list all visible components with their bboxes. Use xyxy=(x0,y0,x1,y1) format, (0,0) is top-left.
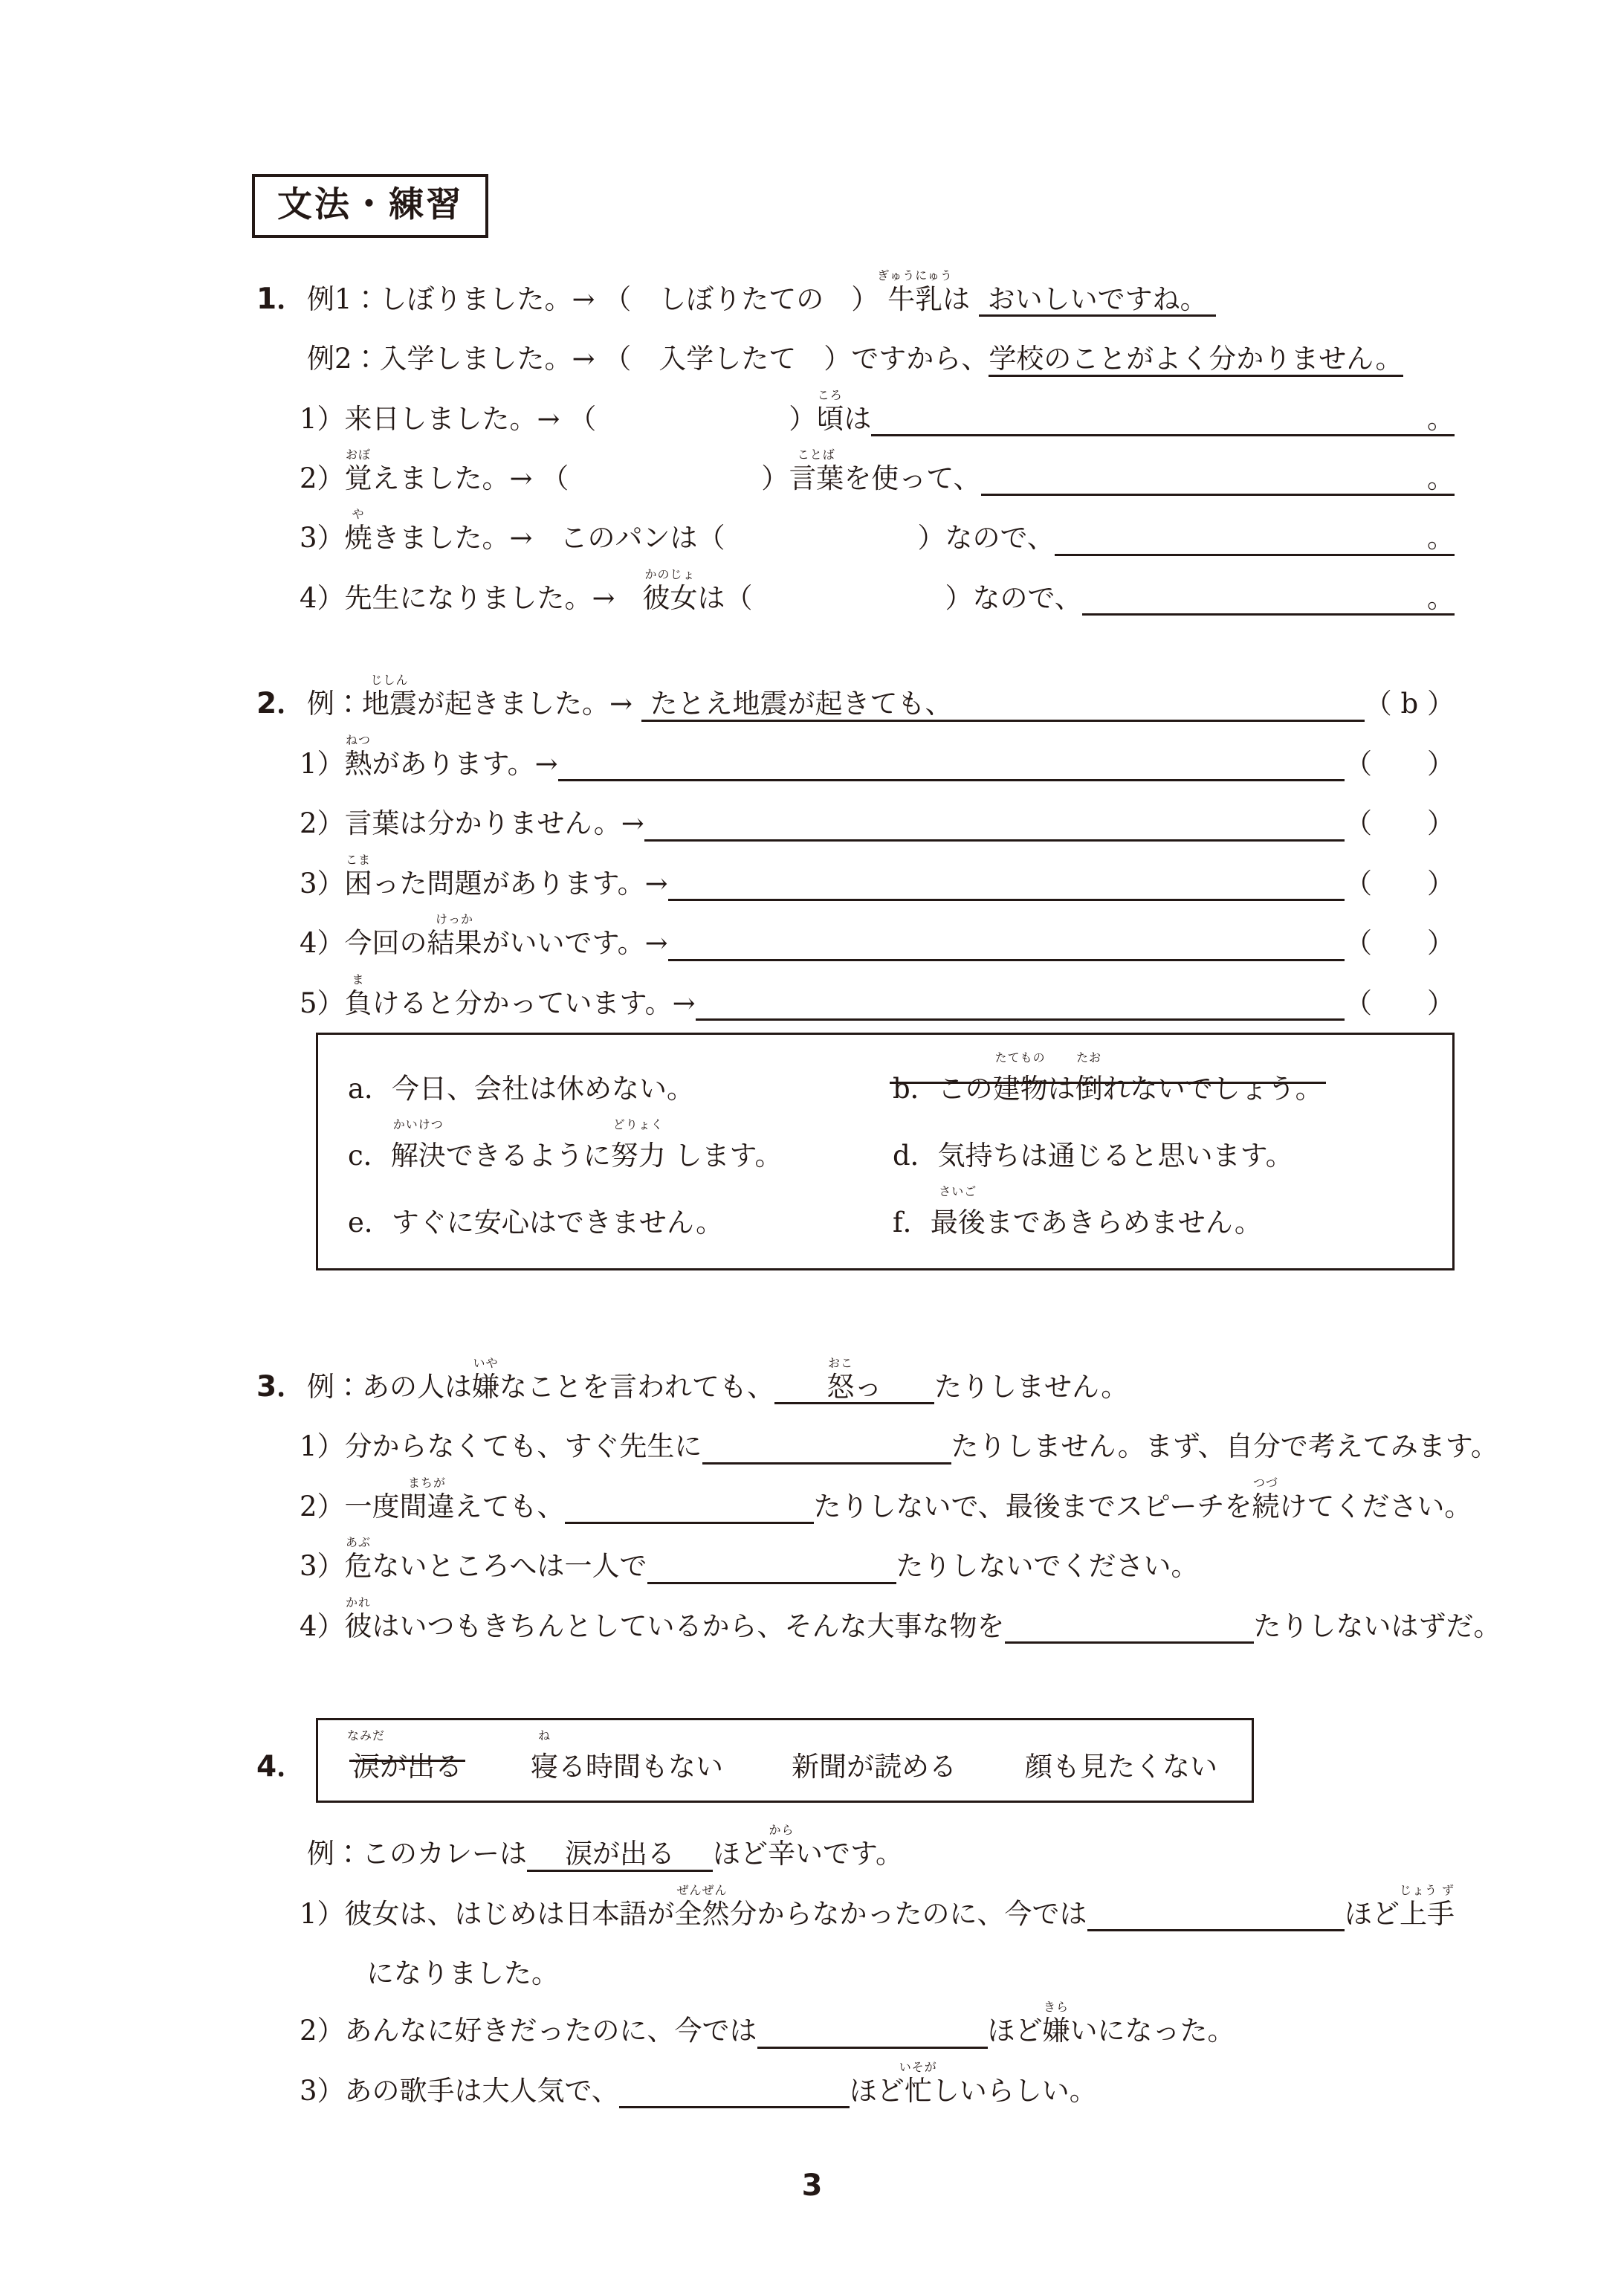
text: 3）あの歌手は大人気で、 xyxy=(300,2074,619,2107)
text: 顔も見たくない xyxy=(1025,1751,1217,1783)
text: 5） xyxy=(300,986,345,1019)
worksheet-title: 文法・練習 xyxy=(277,184,463,225)
worksheet-line xyxy=(300,788,1455,841)
section-2-tatoe-temo xyxy=(256,668,1455,1270)
ruby-text: 嫌 いや xyxy=(472,1355,499,1403)
ruby-text: 覚 おぼ xyxy=(344,448,372,494)
furigana: つづ xyxy=(1252,1475,1278,1490)
underlined-text xyxy=(989,343,1403,376)
ruby-text: 忙 いそが xyxy=(899,2059,937,2107)
worksheet-line xyxy=(300,563,1455,616)
options-box xyxy=(316,1718,1254,1803)
text: 分からなかったのに、今では xyxy=(729,1897,1087,1930)
ruby-text: 建物 たてもの xyxy=(992,1050,1048,1105)
ruby-text: 頃 ころ xyxy=(816,387,844,435)
text: ほど xyxy=(987,2015,1043,2047)
section-number: 2． xyxy=(256,687,306,721)
section-number: 3． xyxy=(256,1369,306,1404)
worksheet-line xyxy=(300,729,1455,781)
text: 4） xyxy=(300,1609,345,1642)
worksheet-line xyxy=(300,1471,1472,1524)
text: 1）彼女は、はじめは日本語が xyxy=(300,1897,675,1930)
furigana: ぎゅうにゅう xyxy=(877,268,953,282)
furigana: きら xyxy=(1044,2000,1070,2015)
worksheet-line xyxy=(300,1411,1498,1464)
text: 4）今回の xyxy=(300,927,427,960)
text: った問題があります。→ xyxy=(372,867,668,900)
text: たりしません。 xyxy=(934,1370,1129,1403)
underlined-text xyxy=(979,284,1217,317)
text: 学校のことがよく分かりません。 xyxy=(989,343,1403,375)
worksheet-line xyxy=(300,443,1455,496)
option-item xyxy=(893,1047,1423,1106)
ruby-text: 困 こま xyxy=(344,852,372,900)
strikethrough-text xyxy=(893,1050,1323,1106)
option-item xyxy=(893,1114,1423,1173)
furigana: いや xyxy=(473,1355,499,1370)
worksheet-title-box xyxy=(252,174,488,238)
text: 新聞が読める xyxy=(792,1751,957,1783)
ruby-text: 危 あぶ xyxy=(344,1535,372,1583)
blank-underline: 。 xyxy=(1082,583,1455,616)
text: があります。→ xyxy=(372,747,558,780)
furigana: ころ xyxy=(817,387,843,402)
text: けると分かっています。→ xyxy=(372,986,696,1019)
text: がいいです。→ xyxy=(482,927,668,960)
text: ないところへは一人で xyxy=(372,1550,647,1583)
furigana: かれ xyxy=(346,1595,372,1609)
text: ほど xyxy=(713,1838,768,1870)
section-1-tate-no xyxy=(256,263,1455,616)
option-item xyxy=(348,1114,878,1173)
text: けてください。 xyxy=(1279,1490,1472,1522)
option-item xyxy=(348,1181,878,1240)
ruby-text: 熱 ねつ xyxy=(344,732,372,780)
worksheet-line xyxy=(256,263,1455,317)
blank-underline xyxy=(647,1551,896,1583)
blank-underline xyxy=(953,688,1365,721)
answer-on-blank xyxy=(527,1838,713,1871)
furigana: かのじょ xyxy=(644,566,696,581)
worksheet-content xyxy=(0,263,1624,2109)
text: 例1：しぼりました。→ （ しぼりたての ） xyxy=(307,282,888,315)
answer-on-blank xyxy=(774,1355,934,1404)
worksheet-line xyxy=(300,1591,1501,1644)
worksheet-line xyxy=(300,968,1455,1021)
ruby-text: 努力 どりょく xyxy=(610,1117,666,1172)
blank-underline xyxy=(668,868,1345,901)
text: たりしないで、最後までスピーチを xyxy=(813,1490,1252,1522)
ruby-text: 言葉 ことば xyxy=(789,448,844,494)
text: たとえ地震が起きても、 xyxy=(641,688,953,720)
text: （ b ） xyxy=(1364,688,1455,720)
blank-underline: 。 xyxy=(1055,523,1455,555)
section-4-hodo xyxy=(256,1718,1455,2108)
blank-underline xyxy=(619,2076,850,2108)
text: きました。→ このパンは（ ）なので、 xyxy=(372,522,1055,555)
worksheet-line xyxy=(300,503,1455,555)
furigana: たお xyxy=(1076,1050,1102,1065)
text: 1）分からなくても、すぐ先生に xyxy=(300,1430,702,1463)
text: （ ） xyxy=(1345,747,1455,780)
ruby-text: 涙 なみだ xyxy=(346,1728,386,1783)
ruby-text: 辛 から xyxy=(768,1823,795,1870)
text: おいしいですね。 xyxy=(978,282,1217,315)
furigana: けっか xyxy=(436,912,474,927)
section-number: 4． xyxy=(256,1750,306,1784)
blank-underline xyxy=(565,1491,814,1524)
underlined-text xyxy=(641,688,953,721)
furigana: ことば xyxy=(797,448,835,462)
worksheet-line xyxy=(300,2056,1455,2108)
section-number: 1． xyxy=(256,282,306,316)
text: ほど xyxy=(849,2074,905,2107)
furigana: ぜんぜん xyxy=(676,1882,728,1897)
text: たりしないはずだ。 xyxy=(1253,1609,1501,1642)
furigana: ね xyxy=(537,1728,551,1743)
blank-underline xyxy=(644,808,1345,841)
furigana: たてもの xyxy=(994,1050,1046,1065)
ruby-text: 倒 たお xyxy=(1075,1050,1103,1105)
ruby-text: 解決 かいけつ xyxy=(390,1117,446,1172)
text: いです。 xyxy=(795,1838,904,1870)
text: は xyxy=(844,402,872,435)
text: になりました。 xyxy=(366,1957,559,1989)
furigana: から xyxy=(769,1823,795,1838)
text: c． xyxy=(348,1139,391,1172)
ruby-text: 負 ま xyxy=(344,972,372,1019)
text: っ xyxy=(854,1370,882,1403)
ruby-text: 全然 ぜんぜん xyxy=(674,1882,730,1930)
furigana: どりょく xyxy=(612,1117,664,1131)
furigana: いそが xyxy=(899,2059,937,2074)
text: は xyxy=(1047,1072,1075,1105)
ruby-text: 地震 じしん xyxy=(362,673,417,720)
blank-underline xyxy=(668,928,1345,960)
furigana: まちが xyxy=(408,1475,447,1490)
text: たりしないでください。 xyxy=(896,1550,1199,1583)
furigana: あぶ xyxy=(346,1535,372,1550)
options-box xyxy=(316,1033,1455,1270)
text: 2）あんなに好きだったのに、今では xyxy=(300,2015,757,2047)
text: えても、 xyxy=(454,1490,565,1522)
text: e．すぐに安心はできません。 xyxy=(348,1206,724,1239)
section-3-tari-shinai xyxy=(256,1351,1501,1644)
worksheet-line xyxy=(366,1938,1455,1989)
text: （ ） xyxy=(1345,867,1455,900)
text: まであきらめません。 xyxy=(985,1206,1262,1239)
text: はいつもきちんとしているから、そんな大事な物を xyxy=(372,1609,1005,1642)
text: 涙が出る xyxy=(565,1838,675,1870)
worksheet-line xyxy=(300,1879,1455,1931)
furigana: なみだ xyxy=(346,1728,386,1743)
furigana: じしん xyxy=(370,673,409,688)
text: 1）来日しました。→ （ ） xyxy=(300,402,817,435)
text: できるように xyxy=(445,1139,611,1172)
text: を使って、 xyxy=(844,462,981,494)
text: が出る xyxy=(380,1751,462,1783)
worksheet-line xyxy=(300,1995,1455,2048)
option-item xyxy=(792,1725,957,1784)
text: えました。→ （ ） xyxy=(372,462,789,494)
text: （ ） xyxy=(1345,807,1455,840)
text: れないでしょう。 xyxy=(1102,1072,1323,1105)
blank-underline xyxy=(702,1431,951,1464)
worksheet-line xyxy=(256,668,1455,721)
ruby-text: 結果 けっか xyxy=(427,912,482,960)
text: る時間もない xyxy=(558,1751,723,1783)
ruby-text: 続 つづ xyxy=(1252,1475,1280,1522)
worksheet-line xyxy=(256,1351,1455,1404)
text: 例：このカレーは xyxy=(307,1838,527,1870)
ruby-text: 牛乳 ぎゅうにゅう xyxy=(877,268,953,315)
text: 4）先生になりました。→ xyxy=(300,581,643,614)
text: 例：あの人は xyxy=(307,1370,472,1403)
text: 3） xyxy=(300,1550,345,1583)
furigana: ま xyxy=(352,972,365,986)
worksheet-line xyxy=(307,323,1455,376)
furigana: さいご xyxy=(939,1184,977,1198)
text: ほど xyxy=(1345,1897,1400,1930)
page-number: 3 xyxy=(801,2169,823,2203)
ruby-text: 最後 さいご xyxy=(930,1184,986,1239)
blank-underline: 。 xyxy=(871,404,1455,436)
text: 2）一度 xyxy=(300,1490,400,1522)
text: が起きました。→ xyxy=(417,688,641,720)
text: は（ ）なので、 xyxy=(697,581,1082,614)
text: なことを言われても、 xyxy=(499,1370,774,1403)
text: たりしません。まず、自分で考えてみます。 xyxy=(951,1430,1498,1463)
text: 1） xyxy=(300,747,345,780)
text: （ ） xyxy=(1345,986,1455,1019)
text: a．今日、会社は休めない。 xyxy=(348,1072,695,1105)
worksheet-line xyxy=(300,384,1455,436)
text: しいらしい。 xyxy=(931,2074,1097,2107)
ruby-text: 怒 おこ xyxy=(826,1355,855,1403)
furigana: こま xyxy=(346,852,372,867)
ruby-text: 上手 じょう ず xyxy=(1399,1882,1455,1930)
text: いになった。 xyxy=(1070,2015,1235,2047)
worksheet-line xyxy=(300,1531,1455,1583)
worksheet-line xyxy=(300,908,1455,960)
furigana: かいけつ xyxy=(392,1117,444,1131)
worksheet-line xyxy=(300,848,1455,901)
text: 例2：入学しました。→ （ 入学したて ）ですから、 xyxy=(307,343,989,375)
text: 3） xyxy=(300,867,345,900)
text: （ ） xyxy=(1345,927,1455,960)
option-item xyxy=(531,1725,723,1784)
strikethrough-text xyxy=(346,1728,462,1784)
text: b．この xyxy=(893,1072,993,1105)
blank-underline xyxy=(696,988,1345,1021)
text: します。 xyxy=(665,1139,783,1172)
furigana: おこ xyxy=(827,1355,854,1370)
option-item xyxy=(346,1725,462,1784)
blank-underline xyxy=(1087,1899,1345,1931)
blank-underline xyxy=(757,2015,988,2048)
ruby-text: 彼 かれ xyxy=(344,1595,372,1642)
ruby-text: 寝 ね xyxy=(531,1728,558,1783)
furigana: じょう ず xyxy=(1399,1882,1455,1897)
option-item xyxy=(348,1047,878,1106)
ruby-text: 焼 や xyxy=(344,507,372,555)
ruby-text: 嫌 きら xyxy=(1042,2000,1070,2047)
furigana: や xyxy=(352,507,365,522)
option-item xyxy=(893,1181,1423,1240)
text: f． xyxy=(893,1206,931,1239)
furigana: おぼ xyxy=(346,448,372,462)
text: 3） xyxy=(300,522,345,555)
text: は xyxy=(942,282,979,315)
option-item xyxy=(1025,1725,1217,1784)
section-row xyxy=(256,1718,1455,1803)
blank-underline: 。 xyxy=(981,463,1455,496)
ruby-text: 彼女 かのじょ xyxy=(642,566,698,614)
text: 例： xyxy=(307,688,362,720)
worksheet-line xyxy=(307,1803,1455,1871)
blank-underline xyxy=(558,749,1345,781)
text: d．気持ちは通じると思います。 xyxy=(893,1139,1293,1172)
furigana: ねつ xyxy=(346,732,372,747)
blank-underline xyxy=(1005,1611,1254,1644)
text: 2） xyxy=(300,462,345,494)
text: 2）言葉は分かりません。→ xyxy=(300,807,644,840)
ruby-text: 間違 まちが xyxy=(399,1475,455,1522)
